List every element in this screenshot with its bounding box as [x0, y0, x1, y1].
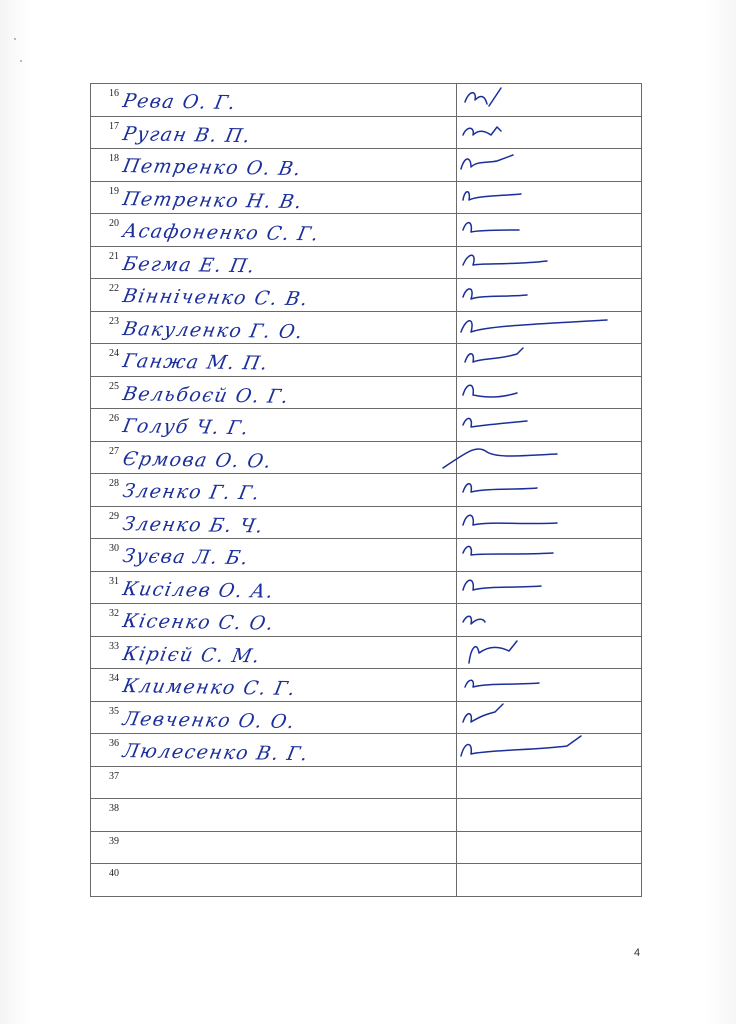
row-number: 32: [109, 608, 119, 619]
handwritten-name: Асафоненко С. Г.: [120, 220, 322, 246]
name-cell: [91, 734, 457, 767]
handwritten-signature: [457, 182, 642, 214]
scan-speck: [14, 38, 16, 40]
name-cell: [91, 376, 457, 409]
signature-cell: [457, 409, 642, 442]
handwritten-signature: [457, 539, 642, 571]
handwritten-name: Петренко О. В.: [120, 155, 304, 181]
row-number: 29: [109, 510, 119, 522]
signature-stroke: [465, 348, 523, 362]
signature-cell: [457, 506, 642, 539]
handwritten-name: Кірієй С. М.: [120, 642, 263, 667]
signature-stroke: [443, 448, 557, 467]
name-cell: [91, 409, 457, 442]
signature-cell: [457, 149, 642, 182]
table-row: [91, 149, 642, 182]
signature-cell: [457, 669, 642, 702]
handwritten-name: Руган В. П.: [120, 122, 254, 147]
name-cell: [91, 701, 457, 734]
name-cell: [91, 571, 457, 604]
signature-stroke: [463, 515, 557, 525]
table-row: [91, 571, 642, 604]
signature-cell: [457, 116, 642, 149]
name-cell: [91, 831, 457, 864]
table-row: [91, 84, 642, 117]
row-number: 16: [109, 88, 119, 99]
name-cell: [91, 441, 457, 474]
row-number: 19: [109, 185, 119, 197]
signature-stroke: [463, 289, 527, 299]
handwritten-name: Єрмова О. О.: [120, 447, 275, 473]
row-number: 24: [109, 348, 119, 359]
handwritten-signature: [457, 279, 642, 311]
signature-stroke: [463, 704, 503, 722]
signature-cell: [457, 799, 642, 832]
signature-cell: [457, 701, 642, 734]
handwritten-signature: [457, 442, 642, 474]
row-number: 39: [109, 835, 119, 847]
scan-speck: [20, 60, 22, 62]
table-row: [91, 604, 642, 637]
handwritten-name: Бегма Е. П.: [120, 252, 258, 277]
row-number: 34: [109, 673, 119, 684]
handwritten-signature: [457, 604, 642, 636]
name-cell: [91, 506, 457, 539]
table-row: [91, 116, 642, 149]
handwritten-signature: [457, 344, 642, 376]
name-cell: [91, 214, 457, 247]
handwritten-signature: [457, 474, 642, 506]
row-number: 31: [109, 575, 119, 587]
handwritten-name: Зленко Г. Г.: [120, 480, 263, 505]
row-number: 21: [109, 250, 119, 262]
page-number: 4: [634, 947, 641, 959]
handwritten-signature: [457, 409, 642, 441]
row-number: 26: [109, 413, 119, 424]
table-row: [91, 246, 642, 279]
handwritten-signature: [457, 149, 642, 181]
handwritten-signature: [457, 247, 642, 279]
signature-cell: [457, 474, 642, 507]
row-number: 28: [109, 478, 119, 489]
handwritten-name: Зуєва Л. Б.: [120, 545, 252, 570]
table-row: [91, 344, 642, 377]
table-row: [91, 734, 642, 767]
name-cell: [91, 766, 457, 799]
table-row: [91, 214, 642, 247]
handwritten-name: Клименко С. Г.: [120, 675, 299, 701]
signature-stroke: [461, 736, 581, 756]
handwritten-name: Вакуленко Г. О.: [120, 317, 306, 343]
name-cell: [91, 344, 457, 377]
handwritten-signature: [457, 702, 642, 734]
signature-cell: [457, 311, 642, 344]
row-number: 20: [109, 218, 119, 229]
table-row: [91, 539, 642, 572]
handwritten-name: Кисілев О. А.: [120, 577, 277, 603]
table-row: [91, 409, 642, 442]
name-cell: [91, 604, 457, 637]
table-row: [91, 766, 642, 799]
signature-cell: [457, 636, 642, 669]
signature-stroke: [463, 418, 527, 427]
row-number: 35: [109, 705, 119, 717]
signature-cell: [457, 84, 642, 117]
name-cell: [91, 474, 457, 507]
table-row: [91, 181, 642, 214]
name-cell: [91, 539, 457, 572]
signature-cell: [457, 279, 642, 312]
signature-cell: [457, 571, 642, 604]
name-cell: [91, 311, 457, 344]
signature-cell: [457, 766, 642, 799]
signature-stroke: [461, 320, 607, 332]
table-row: [91, 831, 642, 864]
signature-stroke: [463, 385, 517, 397]
signature-cell: [457, 246, 642, 279]
name-cell: [91, 864, 457, 897]
handwritten-name: Вінніченко С. В.: [120, 285, 311, 311]
table-row: [91, 279, 642, 312]
signature-stroke: [463, 484, 537, 492]
signature-table-body: [91, 84, 642, 897]
signature-cell: [457, 604, 642, 637]
signature-stroke: [461, 155, 513, 169]
handwritten-name: Ганжа М. П.: [120, 350, 271, 375]
row-number: 27: [109, 445, 119, 457]
handwritten-signature: [457, 572, 642, 604]
table-row: [91, 311, 642, 344]
name-cell: [91, 181, 457, 214]
row-number: 37: [109, 770, 119, 782]
handwritten-name: Рева О. Г.: [120, 90, 239, 114]
row-number: 38: [109, 803, 119, 814]
signature-cell: [457, 344, 642, 377]
signature-stroke: [463, 223, 519, 232]
table-row: [91, 441, 642, 474]
signature-stroke: [463, 127, 501, 135]
name-cell: [91, 799, 457, 832]
signature-stroke: [463, 580, 541, 590]
table-row: [91, 506, 642, 539]
table-row: [91, 376, 642, 409]
row-number: 25: [109, 380, 119, 392]
row-number: 40: [109, 868, 119, 879]
signature-cell: [457, 214, 642, 247]
row-number: 33: [109, 640, 119, 652]
handwritten-signature: [457, 117, 642, 149]
table-row: [91, 799, 642, 832]
table-row: [91, 864, 642, 897]
signature-cell: [457, 441, 642, 474]
signature-stroke: [469, 641, 517, 663]
handwritten-name: Кісенко С. О.: [120, 610, 277, 635]
handwritten-signature: [457, 669, 642, 701]
signature-stroke: [463, 616, 485, 624]
name-cell: [91, 636, 457, 669]
handwritten-signature: [457, 377, 642, 409]
table-row: [91, 474, 642, 507]
handwritten-signature: [457, 214, 642, 246]
signature-stroke: [465, 88, 501, 106]
signature-cell: [457, 864, 642, 897]
row-number: 17: [109, 120, 119, 132]
signature-cell: [457, 539, 642, 572]
handwritten-signature: [457, 637, 642, 669]
signature-cell: [457, 181, 642, 214]
row-number: 36: [109, 738, 119, 749]
signature-cell: [457, 831, 642, 864]
name-cell: [91, 84, 457, 117]
handwritten-name: Петренко Н. В.: [120, 187, 305, 213]
table-row: [91, 669, 642, 702]
handwritten-signature: [457, 507, 642, 539]
row-number: 18: [109, 153, 119, 164]
signature-stroke: [463, 191, 521, 199]
name-cell: [91, 149, 457, 182]
signature-cell: [457, 734, 642, 767]
handwritten-signature: [457, 734, 642, 766]
name-cell: [91, 669, 457, 702]
row-number: 22: [109, 283, 119, 294]
signature-table: [90, 83, 642, 897]
handwritten-signature: [457, 312, 642, 344]
handwritten-signature: [457, 84, 642, 116]
signature-stroke: [465, 680, 539, 687]
handwritten-name: Голуб Ч. Г.: [120, 415, 252, 440]
signature-cell: [457, 376, 642, 409]
table-row: [91, 636, 642, 669]
row-number: 23: [109, 315, 119, 327]
table-row: [91, 701, 642, 734]
name-cell: [91, 246, 457, 279]
name-cell: [91, 116, 457, 149]
row-number: 30: [109, 543, 119, 554]
signature-stroke: [463, 546, 553, 555]
handwritten-name: Вельбоєй О. Г.: [120, 382, 292, 408]
handwritten-name: Люлесенко В. Г.: [120, 740, 311, 766]
name-cell: [91, 279, 457, 312]
handwritten-name: Левченко О. О.: [120, 707, 298, 733]
signature-stroke: [463, 255, 547, 265]
handwritten-name: Зленко Б. Ч.: [120, 512, 266, 537]
